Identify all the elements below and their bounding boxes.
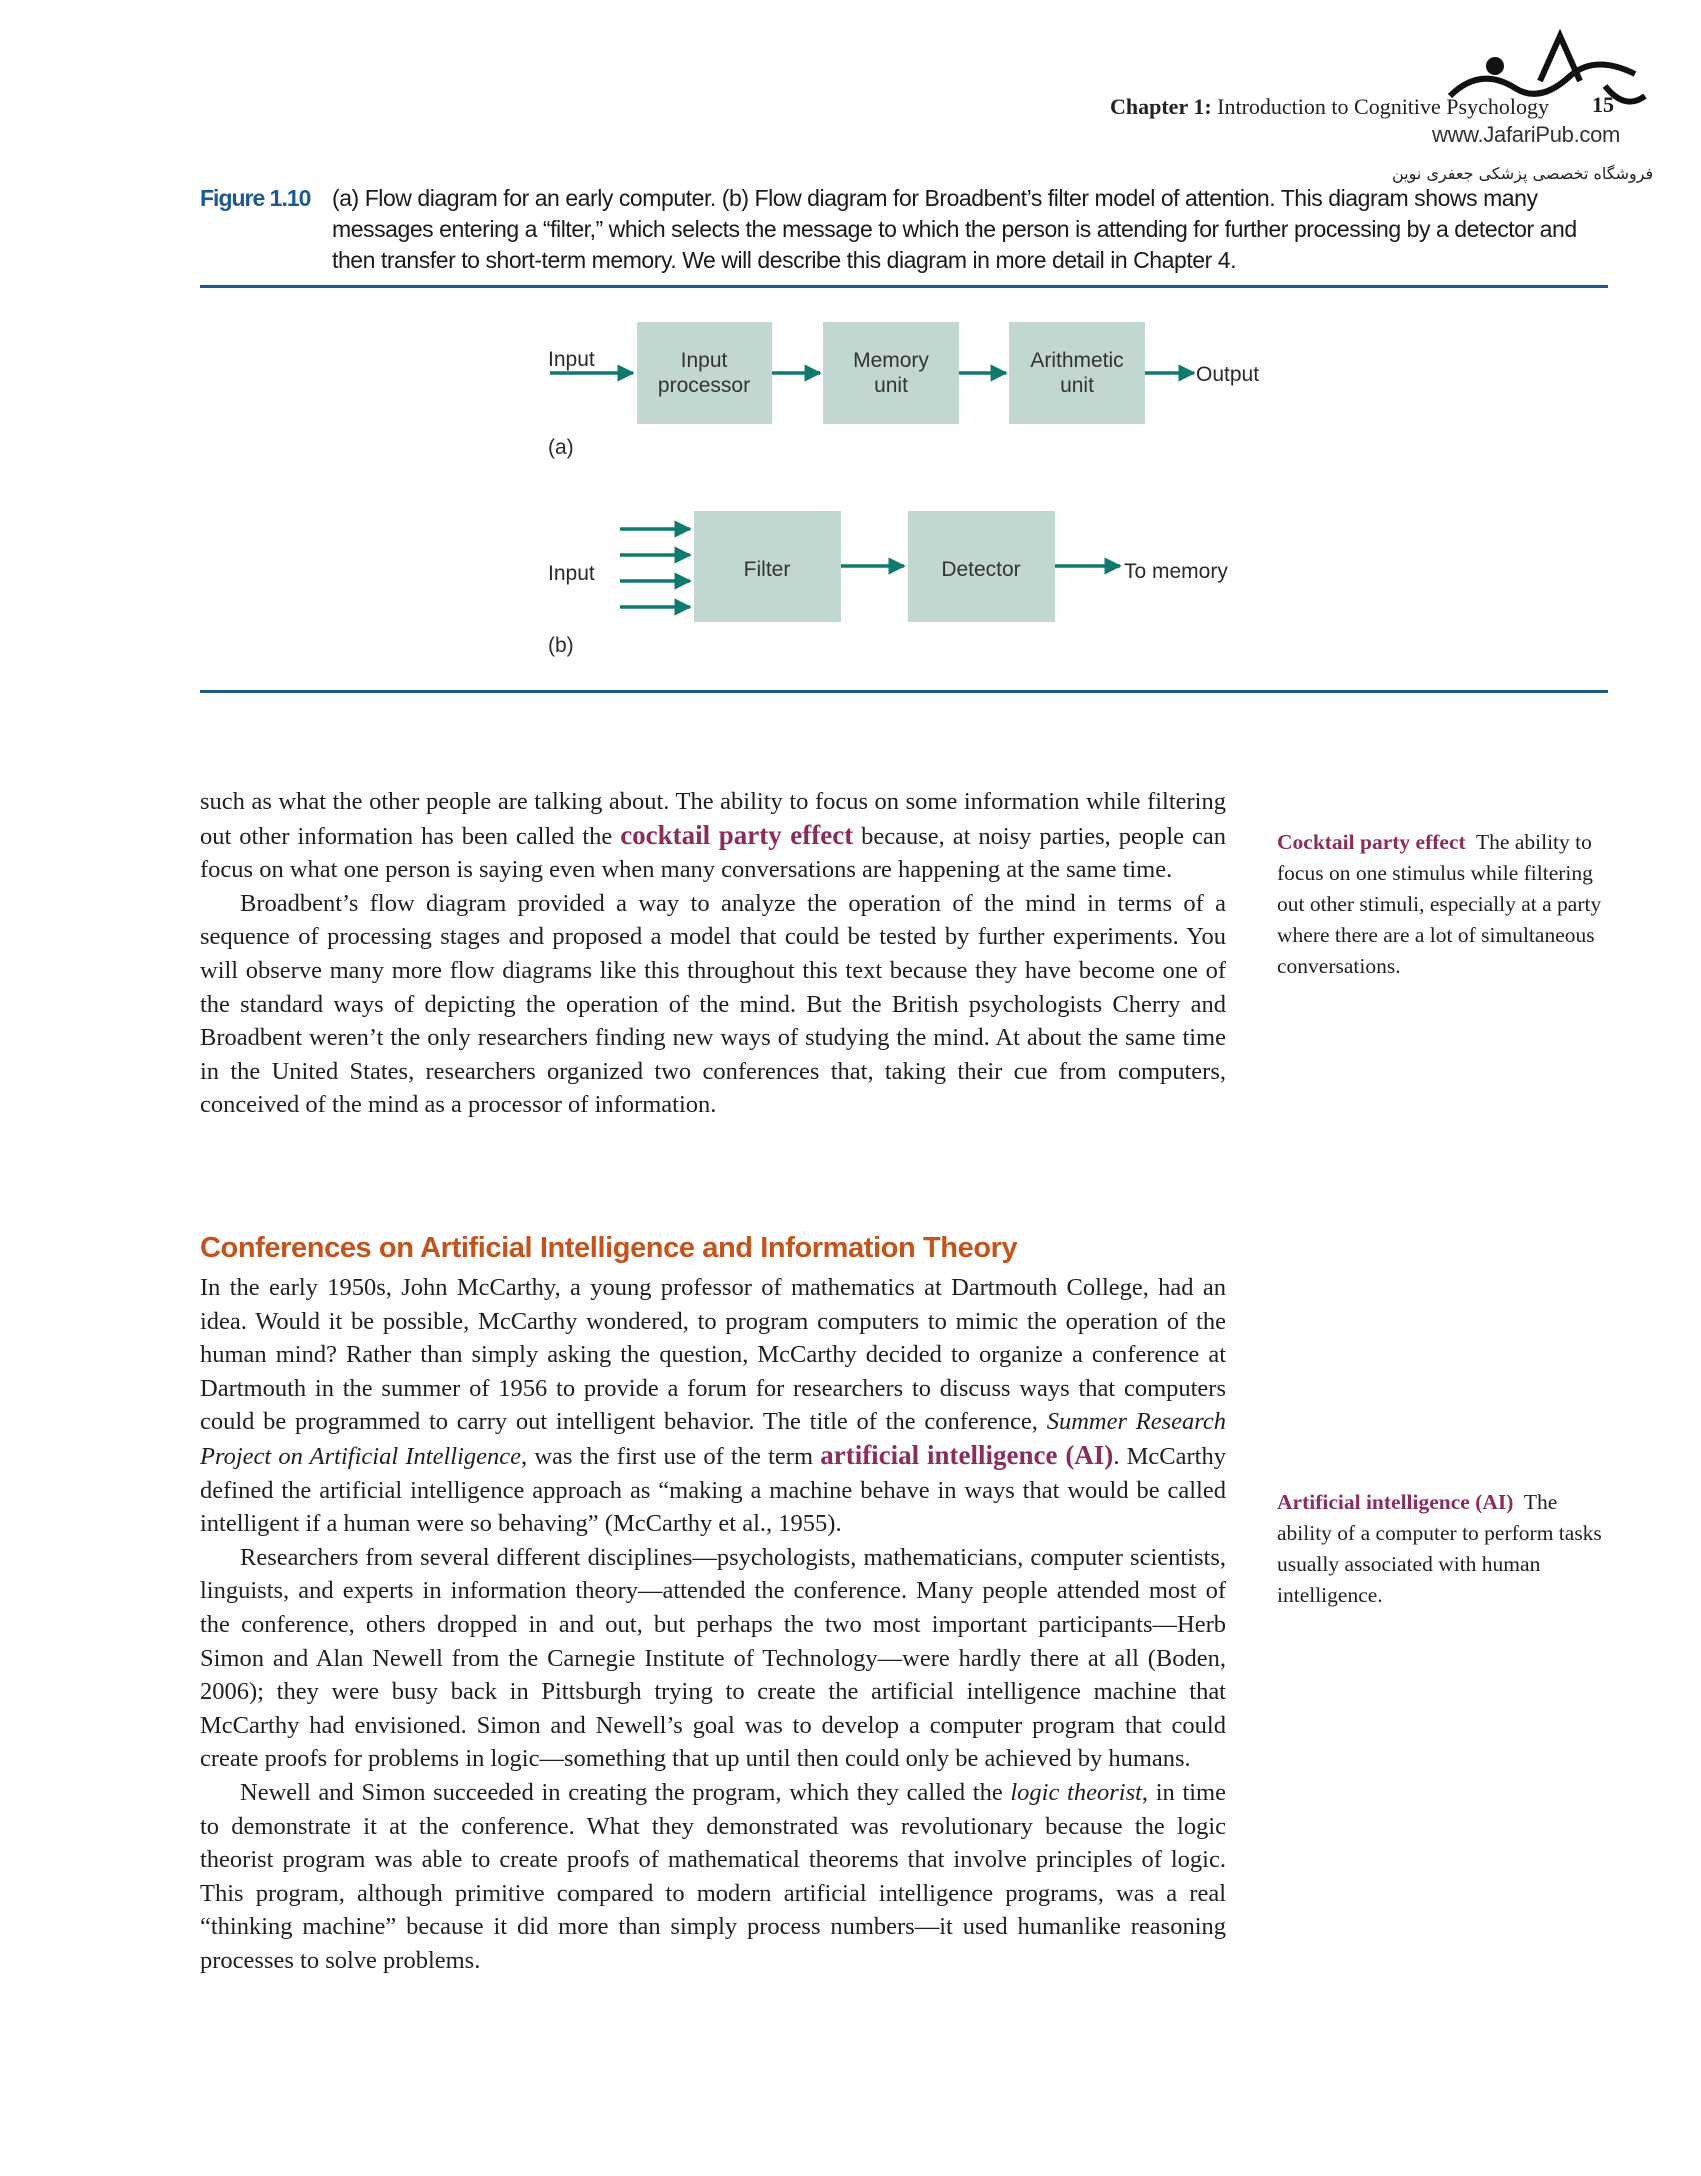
chapter-title: Introduction to Cognitive Psychology	[1217, 94, 1549, 119]
detector-label: Detector	[941, 558, 1021, 581]
flow-diagram	[0, 0, 1701, 700]
figure-bottom-rule	[200, 690, 1608, 693]
paragraph	[200, 1776, 1226, 1978]
diagram-b-panel-label: (b)	[548, 634, 574, 657]
glossary-term: Artificial intelligence (AI)	[1277, 1490, 1514, 1514]
text-run: , was the first use of the term	[521, 1442, 821, 1470]
diagram-a-input-label: Input	[548, 348, 595, 371]
glossary-definition: The ability of a computer to perform tasks usually associated with human intelligence.	[1277, 1490, 1602, 1607]
paragraph: Broadbent’s flow diagram provided a way to analyze the operation of the mind in terms of a sequence of processing stages and proposed a model that could be tested by further experiments. You will observe many more flow diagrams like this throughout this text because they have become one of the standard ways of depicting the operation of the mind. But the British psychologists Cherry and Broadbent weren’t the only researchers finding new ways of studying the mind. At about the same time in the United States, researchers organized two conferences that, taking their cue from computers, conceived of the mind as a processor of information.	[200, 889, 1226, 1119]
paragraph	[200, 785, 1226, 887]
body-section-2	[200, 1271, 1226, 1977]
conference-title: Summer Research Project on Artificial Intelligence	[200, 1408, 1226, 1470]
glossary-artificial-intelligence	[1277, 1487, 1607, 1611]
text-run: because, at noisy parties, people can focus on what one person is saying even when many conversations are happening at the same time.	[200, 822, 1226, 884]
memory-unit-line1: Memory	[853, 349, 929, 372]
diagram-a	[548, 322, 1259, 459]
paragraph	[200, 1271, 1226, 1541]
arithmetic-unit-line2: unit	[1060, 374, 1094, 397]
key-term-cocktail-party-effect: cocktail party effect	[620, 819, 854, 850]
figure-label: Figure 1.10	[200, 185, 311, 211]
text-run: . McCarthy defined the artificial intelligence approach as “making a machine behave in ways that would be called intelligent if a human were so behaving” (McCarthy et al., 1955).	[200, 1442, 1226, 1538]
diagram-a-panel-label: (a)	[548, 436, 574, 459]
figure-caption-text: (a) Flow diagram for an early computer. (b) Flow diagram for Broadbent’s filter model of attention. This diagram shows many messages entering a “filter,” which selects the message to which the person is attending for further processing by a detector and then transfer to short-term memory. We will describe this diagram in more detail in Chapter 4.	[332, 185, 1577, 273]
publisher-url: www.JafariPub.com	[1432, 122, 1621, 147]
glossary-term: Cocktail party effect	[1277, 830, 1466, 854]
chapter-label: Chapter 1:	[1110, 94, 1212, 119]
body-section-1	[200, 785, 1226, 1122]
glossary-cocktail-party-effect	[1277, 827, 1607, 982]
section-heading: Conferences on Artificial Intelligence and Information Theory	[200, 1232, 1018, 1264]
arithmetic-unit-line1: Arithmetic	[1030, 349, 1124, 372]
program-name: logic theorist	[1010, 1778, 1142, 1806]
arithmetic-unit-box	[1009, 322, 1145, 424]
text-run: , in time to demonstrate it at the conference. What they demonstrated was revolutionary because the logic theorist program was able to create proofs of mathematical theorems that involve principles of logic. This program, although primitive compared to modern artificial intelligence programs, was a real “thinking machine” because it did more than simply process numbers—it used humanlike reasoning processes to solve problems.	[200, 1778, 1226, 1974]
memory-unit-box	[823, 322, 959, 424]
paragraph: Researchers from several different disciplines—psychologists, mathematicians, computer scientists, linguists, and experts in information theory—attended the conference. Many people attended most of the conference, others dropped in and out, but perhaps the two most important participants—Herb Simon and Alan Newell from the Carnegie Institute of Technology—were hardly there at all (Boden, 2006); they were busy back in Pittsburgh trying to create the artificial intelligence machine that McCarthy had envisioned. Simon and Newell’s goal was to develop a computer program that could create proofs for problems in logic—something that up until then could only be achieved by humans.	[200, 1543, 1226, 1773]
text-run: In the early 1950s, John McCarthy, a young professor of mathematics at Dartmouth College, had an idea. Would it be possible, McCarthy wondered, to program computers to mimic the operation of the human mind? Rather than simply asking the question, McCarthy decided to organize a conference at Dartmouth in the summer of 1956 to provide a forum for researchers to discuss ways that computers could be programmed to carry out intelligent behavior. The title of the conference,	[200, 1274, 1226, 1436]
filter-label: Filter	[743, 558, 791, 581]
input-processor-line2: processor	[657, 374, 751, 397]
diagram-a-output-label: Output	[1196, 363, 1260, 386]
text-run: such as what the other people are talking about. The ability to focus on some information while filtering out other information has been called the	[200, 788, 1226, 850]
memory-unit-line2: unit	[874, 374, 908, 397]
publisher-tagline: فروشگاه تخصصی پزشکی جعفری نوین	[1392, 164, 1654, 183]
diagram-b-output-label: To memory	[1124, 560, 1228, 583]
glossary-definition: The ability to focus on one stimulus while filtering out other stimuli, especially at a party where there are a lot of simultaneous conversations.	[1277, 830, 1602, 978]
input-processor-line1: Input	[680, 349, 728, 372]
text-run: Newell and Simon succeeded in creating the program, which they called the	[240, 1778, 1011, 1806]
diagram-b-input-label: Input	[548, 562, 595, 585]
page-number: 15	[1592, 92, 1614, 117]
diagram-b	[548, 511, 1228, 657]
key-term-artificial-intelligence: artificial intelligence (AI)	[820, 1439, 1114, 1470]
input-processor-box	[637, 322, 772, 424]
